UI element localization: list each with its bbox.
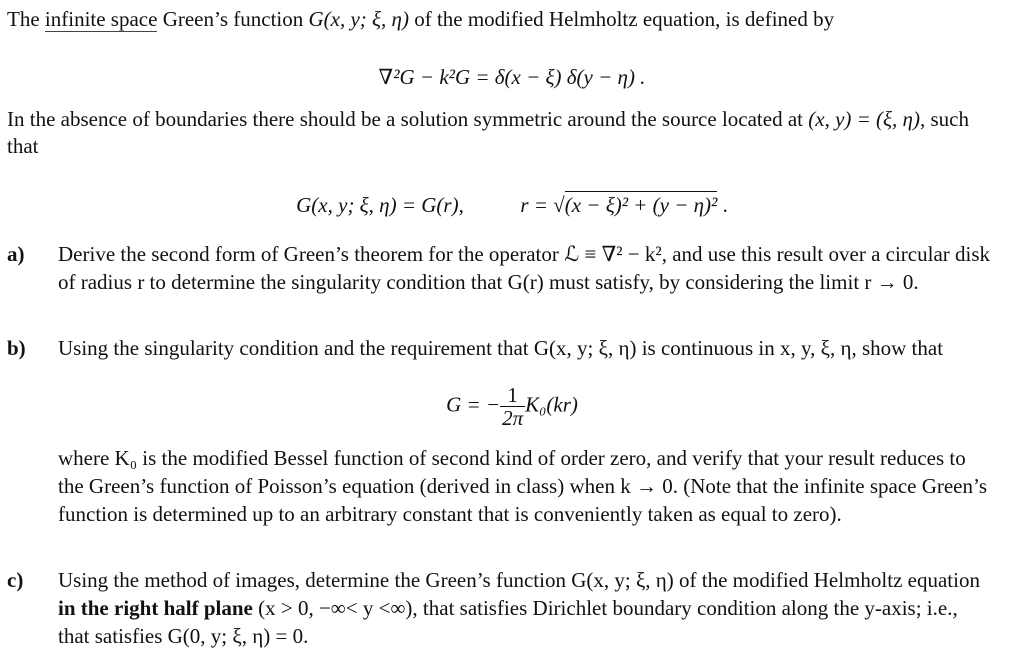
equation-radial [0, 192, 1024, 219]
fraction-denominator: 2π [502, 406, 524, 430]
part-b-continued [7, 444, 992, 528]
part-c-text-a: Using the method of images, determine the Green’s function G(x, y; ξ, η) of the modified Helmholtz equation [58, 568, 980, 592]
equation-bessel-rhs: K₀(kr) [525, 392, 578, 417]
intro-text-start: The [7, 7, 45, 31]
infinite-space-link[interactable]: infinite space [44, 7, 158, 31]
fraction-numerator: 1 [500, 384, 525, 407]
part-a-label: a) [7, 242, 25, 266]
intro-text-end: of the modified Helmholtz equation, is defined by [408, 7, 835, 31]
part-c [7, 566, 992, 650]
part-c-text [58, 566, 992, 650]
symmetry-text: In the absence of boundaries there should be a solution symmetric around the source located at [7, 107, 809, 131]
equation-radial-period: . [717, 193, 728, 217]
equation-bessel [0, 384, 1024, 429]
equation-radial-left: G(x, y; ξ, η) = G(r), [296, 193, 464, 217]
equation-helmholtz: ∇²G − k²G = δ(x − ξ) δ(y − η) . [378, 65, 646, 89]
source-location-math: (x, y) = (ξ, η) [808, 107, 920, 131]
symmetry-text-end: , such that [7, 107, 969, 158]
part-b-text-b: where K₀ is the modified Bessel function of second kind of order zero, and verify that your result reduces to the Green’s function of Poisson’s equation (derived in class) when k → 0. (Note that the infinite space Green’s function is determined up to an arbitrary constant that is conveniently taken as equal to zero). [58, 446, 988, 526]
part-b-text-a: Using the singularity condition and the requirement that G(x, y; ξ, η) is continuous in x, y, ξ, η, show that [58, 336, 944, 360]
part-c-bold: in the right half plane [58, 596, 253, 620]
part-b [7, 334, 992, 362]
intro-text-mid: Green’s function [157, 7, 309, 31]
part-c-label: c) [7, 568, 24, 592]
intro-math-G: G(x, y; ξ, η) [308, 7, 409, 31]
symmetry-paragraph [7, 106, 987, 160]
part-a [7, 240, 992, 296]
part-a-text: Derive the second form of Green’s theorem for the operator ℒ ≡ ∇² − k², and use this result over a circular disk of radius r to determine the singularity condition that G(r) must satisfy, by considering the limit r → 0. [58, 242, 991, 294]
equation-radial-r: r = √ [520, 193, 565, 217]
equation-bessel-lhs: G = − [446, 392, 501, 417]
part-c-text-b: (x > 0, −∞< y <∞), that satisfies Dirichlet boundary condition along the y-axis; i.e., that satisfies G(0, y; ξ, η) = 0. [58, 596, 958, 648]
part-b-label: b) [7, 336, 26, 360]
intro-paragraph [7, 6, 987, 33]
equation-bessel-fraction [500, 384, 525, 429]
equation-radial-radicand: (x − ξ)² + (y − η)² [564, 193, 718, 217]
